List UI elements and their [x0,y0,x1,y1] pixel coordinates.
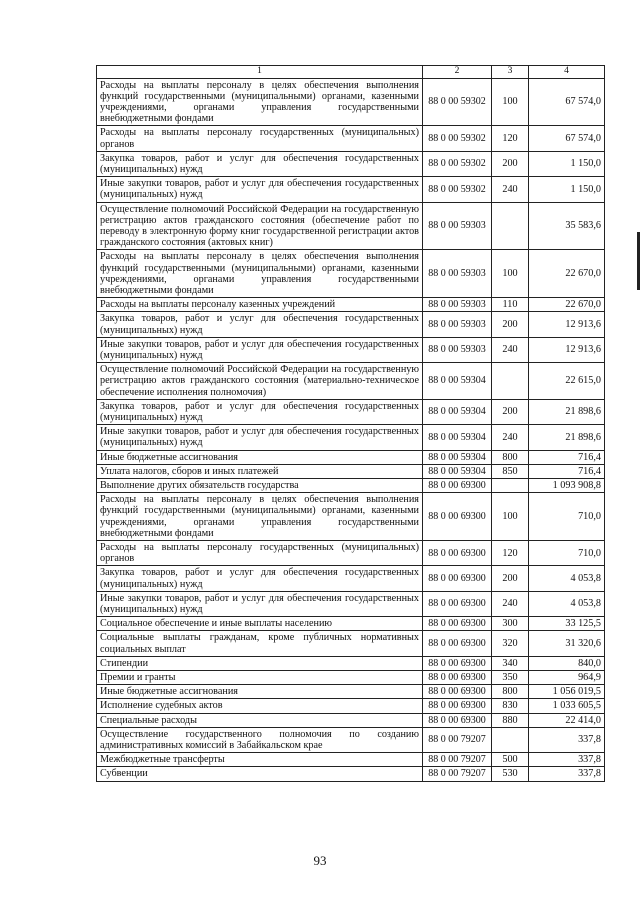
table-row [97,298,605,312]
amount: 22 670,0 [529,298,605,312]
expense-type: 200 [492,399,529,424]
expense-name: Иные закупки товаров, работ и услуг для обеспечения государственных (муниципальных) нужд [97,425,423,450]
expense-name: Иные бюджетные ассигнования [97,685,423,699]
expense-name: Осуществление полномочий Российской Федерации на государственную регистрацию актов гражданского состояния (обеспечение работ по переводу в электронную форму книг государственной регистрации актов гражданского состояния (актовых книг) [97,202,423,250]
amount: 710,0 [529,541,605,566]
table-row [97,202,605,250]
amount: 716,4 [529,450,605,464]
expense-name: Премии и гранты [97,671,423,685]
expense-type: 240 [492,591,529,616]
expense-type: 100 [492,78,529,126]
expense-type: 300 [492,617,529,631]
amount: 1 150,0 [529,177,605,202]
amount: 67 574,0 [529,126,605,151]
expense-name: Субвенции [97,767,423,781]
expense-type: 200 [492,312,529,337]
table-row [97,493,605,541]
expense-name: Расходы на выплаты персоналу в целях обеспечения выполнения функций государственными (муниципальными) органами, казенными учреждениями, органами управления государственными внебюджетными фондами [97,493,423,541]
expense-name: Исполнение судебных актов [97,699,423,713]
expense-name: Закупка товаров, работ и услуг для обеспечения государственных (муниципальных) нужд [97,566,423,591]
expense-type: 800 [492,685,529,699]
target-code: 88 0 00 69300 [423,493,492,541]
amount: 67 574,0 [529,78,605,126]
target-code: 88 0 00 59302 [423,151,492,176]
expense-type [492,479,529,493]
table-row [97,541,605,566]
target-code: 88 0 00 79207 [423,753,492,767]
amount: 337,8 [529,753,605,767]
amount: 337,8 [529,767,605,781]
table-row [97,631,605,656]
table-row [97,464,605,478]
expense-name: Расходы на выплаты персоналу государственных (муниципальных) органов [97,126,423,151]
header-row [97,66,605,79]
expense-type: 240 [492,337,529,362]
target-code: 88 0 00 59304 [423,450,492,464]
amount: 1 150,0 [529,151,605,176]
amount: 4 053,8 [529,566,605,591]
expense-name: Иные бюджетные ассигнования [97,450,423,464]
budget-table [96,65,605,782]
target-code: 88 0 00 59303 [423,312,492,337]
expense-type [492,363,529,400]
column-header: 1 [97,66,423,79]
target-code: 88 0 00 69300 [423,656,492,670]
amount: 21 898,6 [529,425,605,450]
expense-name: Межбюджетные трансферты [97,753,423,767]
expense-name: Специальные расходы [97,713,423,727]
expense-name: Иные закупки товаров, работ и услуг для обеспечения государственных (муниципальных) нужд [97,591,423,616]
expense-type: 800 [492,450,529,464]
expense-type: 240 [492,177,529,202]
target-code: 88 0 00 69300 [423,713,492,727]
target-code: 88 0 00 59303 [423,337,492,362]
table-row [97,399,605,424]
expense-type: 340 [492,656,529,670]
page-number: 93 [313,853,327,868]
expense-type: 100 [492,493,529,541]
column-header: 3 [492,66,529,79]
table-row [97,591,605,616]
amount: 22 670,0 [529,250,605,298]
target-code: 88 0 00 59304 [423,425,492,450]
expense-type: 530 [492,767,529,781]
amount: 33 125,5 [529,617,605,631]
table-row [97,425,605,450]
amount: 22 615,0 [529,363,605,400]
expense-name: Иные закупки товаров, работ и услуг для обеспечения государственных (муниципальных) нужд [97,337,423,362]
table-row [97,177,605,202]
target-code: 88 0 00 59304 [423,399,492,424]
target-code: 88 0 00 59304 [423,464,492,478]
target-code: 88 0 00 59303 [423,250,492,298]
expense-type [492,727,529,752]
expense-name: Расходы на выплаты персоналу в целях обеспечения выполнения функций государственными (муниципальными) органами, казенными учреждениями, органами управления государственными внебюджетными фондами [97,78,423,126]
expense-type: 880 [492,713,529,727]
amount: 337,8 [529,727,605,752]
expense-name: Уплата налогов, сборов и иных платежей [97,464,423,478]
table-row [97,78,605,126]
expense-type: 350 [492,671,529,685]
table-row [97,671,605,685]
target-code: 88 0 00 69300 [423,541,492,566]
amount: 35 583,6 [529,202,605,250]
target-code: 88 0 00 69300 [423,631,492,656]
table-row [97,753,605,767]
table-row [97,727,605,752]
table-row [97,363,605,400]
target-code: 88 0 00 69300 [423,699,492,713]
table-row [97,656,605,670]
expense-name: Социальные выплаты гражданам, кроме публичных нормативных социальных выплат [97,631,423,656]
amount: 1 033 605,5 [529,699,605,713]
expense-type: 320 [492,631,529,656]
table-row [97,450,605,464]
expense-type: 850 [492,464,529,478]
table-row [97,337,605,362]
table-row [97,250,605,298]
target-code: 88 0 00 59303 [423,298,492,312]
table-row [97,767,605,781]
expense-type: 500 [492,753,529,767]
amount: 21 898,6 [529,399,605,424]
amount: 840,0 [529,656,605,670]
expense-name: Выполнение других обязательств государства [97,479,423,493]
amount: 1 056 019,5 [529,685,605,699]
target-code: 88 0 00 79207 [423,767,492,781]
table-row [97,617,605,631]
expense-type [492,202,529,250]
amount: 964,9 [529,671,605,685]
target-code: 88 0 00 59304 [423,363,492,400]
table-row [97,713,605,727]
expense-type: 200 [492,566,529,591]
expense-name: Социальное обеспечение и иные выплаты населению [97,617,423,631]
target-code: 88 0 00 69300 [423,617,492,631]
target-code: 88 0 00 79207 [423,727,492,752]
expense-name: Расходы на выплаты персоналу государственных (муниципальных) органов [97,541,423,566]
expense-name: Иные закупки товаров, работ и услуг для обеспечения государственных (муниципальных) нужд [97,177,423,202]
table-row [97,151,605,176]
amount: 710,0 [529,493,605,541]
expense-type: 120 [492,541,529,566]
target-code: 88 0 00 69300 [423,566,492,591]
target-code: 88 0 00 69300 [423,671,492,685]
amount: 12 913,6 [529,337,605,362]
expense-name: Закупка товаров, работ и услуг для обеспечения государственных (муниципальных) нужд [97,312,423,337]
amount: 1 093 908,8 [529,479,605,493]
amount: 31 320,6 [529,631,605,656]
amount: 12 913,6 [529,312,605,337]
target-code: 88 0 00 59303 [423,202,492,250]
target-code: 88 0 00 69300 [423,685,492,699]
column-header: 2 [423,66,492,79]
expense-name: Стипендии [97,656,423,670]
expense-name: Осуществление полномочий Российской Федерации на государственную регистрацию актов гражданского состояния (материально-техническое обеспечение исполнения полномочия) [97,363,423,400]
expense-type: 120 [492,126,529,151]
amount: 716,4 [529,464,605,478]
target-code: 88 0 00 69300 [423,591,492,616]
target-code: 88 0 00 59302 [423,126,492,151]
column-header: 4 [529,66,605,79]
expense-name: Осуществление государственного полномочия по созданию административных комиссий в Забайкальском крае [97,727,423,752]
target-code: 88 0 00 69300 [423,479,492,493]
expense-type: 830 [492,699,529,713]
expense-name: Расходы на выплаты персоналу в целях обеспечения выполнения функций государственными (муниципальными) органами, казенными учреждениями, органами управления государственными внебюджетными фондами [97,250,423,298]
amount: 22 414,0 [529,713,605,727]
target-code: 88 0 00 59302 [423,78,492,126]
amount: 4 053,8 [529,591,605,616]
expense-name: Закупка товаров, работ и услуг для обеспечения государственных (муниципальных) нужд [97,151,423,176]
table-row [97,566,605,591]
expense-type: 240 [492,425,529,450]
table-row [97,126,605,151]
expense-type: 100 [492,250,529,298]
target-code: 88 0 00 59302 [423,177,492,202]
expense-type: 200 [492,151,529,176]
expense-name: Закупка товаров, работ и услуг для обеспечения государственных (муниципальных) нужд [97,399,423,424]
table-row [97,312,605,337]
table-row [97,479,605,493]
table-row [97,685,605,699]
expense-name: Расходы на выплаты персоналу казенных учреждений [97,298,423,312]
table-row [97,699,605,713]
expense-type: 110 [492,298,529,312]
